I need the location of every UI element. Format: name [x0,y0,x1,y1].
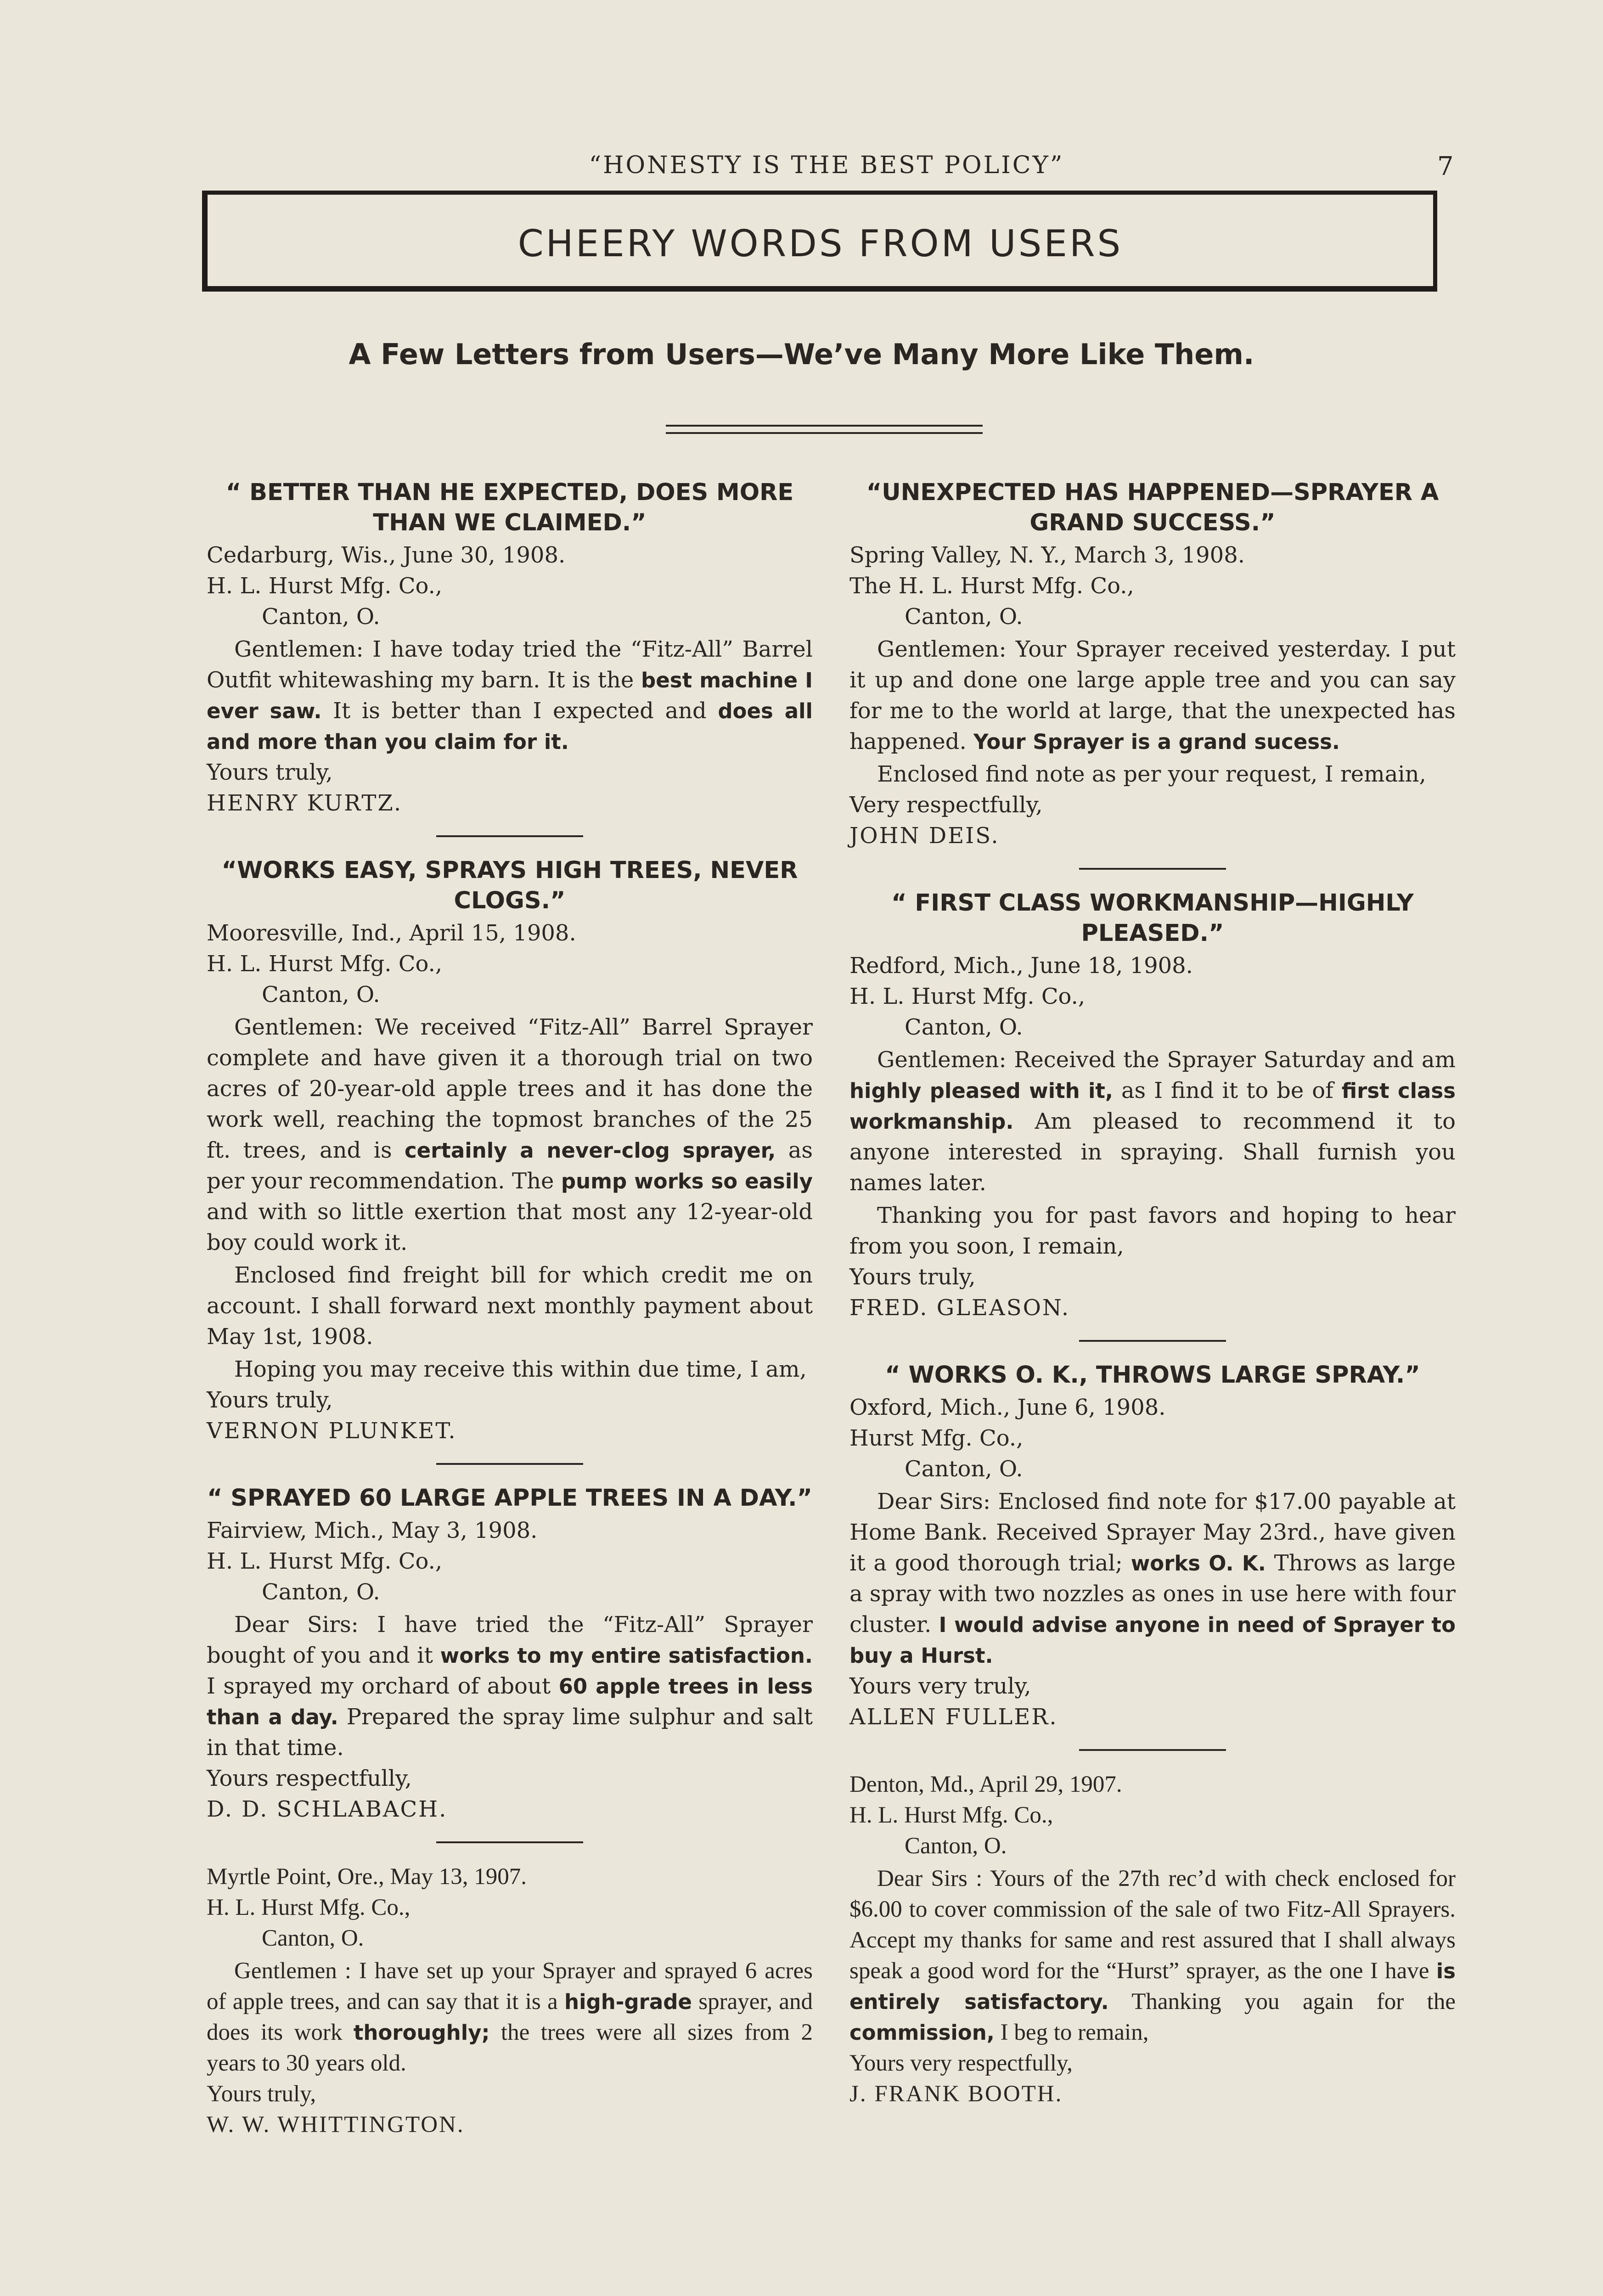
letter-dateline: Fairview, Mich., May 3, 1908. [207,1518,538,1543]
letter-body: Enclosed find note as per your request, I remain, [877,761,1426,787]
letter-closing: Yours respectfully, [207,1766,412,1791]
letter-signature: ALLEN FULLER. [849,1704,1058,1730]
letter-dateline: Cedarburg, Wis., June 30, 1908. [207,542,566,568]
letter-closing: Yours very truly, [849,1673,1031,1699]
letter-dateline: Oxford, Mich., June 6, 1908. [849,1395,1166,1420]
letter-gleason [849,888,1456,1323]
letter-dateline: Spring Valley, N. Y., March 3, 1908. [849,542,1245,568]
letter-body: Dear Sirs: Enclosed find note for $17.00 payable at Home Bank. Received Sprayer May 23rd., have given it a good thorough trial; works O. K. Throws as large a spray with two nozzles as ones in use here with four cluster. I would advise anyone in need of Sprayer to buy a Hurst. [849,1489,1456,1668]
letter-address-line: H. L. Hurst Mfg. Co., [207,573,443,599]
letter-address-city: Canton, O. [262,1925,364,1951]
letter-body: Dear Sirs: I have tried the “Fitz-All” Sprayer bought of you and it works to my entire satisfaction. I sprayed my orchard of about 60 apple trees in less than a day. Prepared the spray lime sulphur and salt in that time. [207,1612,813,1761]
letter-address-city: Canton, O. [905,1456,1023,1482]
letter-closing: Very respectfully, [849,792,1043,818]
letter-separator [1079,1749,1226,1751]
letter-signature: JOHN DEIS. [849,823,1000,849]
letter-address-city: Canton, O. [905,1014,1023,1040]
double-rule-divider [666,425,983,434]
page-title: CHEERY WORDS FROM USERS [517,222,1123,265]
letter-signature: W. W. WHITTINGTON. [207,2112,465,2138]
letter-separator [1079,868,1226,870]
letter-closing: Yours truly, [849,1264,976,1290]
letter-address-city: Canton, O. [905,604,1023,630]
letter-headline: “ WORKS O. K., THROWS LARGE SPRAY.” [885,1362,1420,1389]
letter-address-line: H. L. Hurst Mfg. Co., [207,951,443,977]
page-subtitle: A Few Letters from Users—We’ve Many More Like Them. [349,338,1254,371]
letter-address-line: H. L. Hurst Mfg. Co., [207,1548,443,1574]
letter-signature: FRED. GLEASON. [849,1295,1070,1321]
letter-separator [436,1463,583,1465]
letter-plunket [207,855,813,1446]
letter-signature: D. D. SCHLABACH. [207,1796,448,1822]
letter-closing: Yours very respectfully, [849,2050,1073,2076]
letter-body: Gentlemen: Received the Sprayer Saturday and am highly pleased with it, as I find it to be of first class workmanship. Am pleased to recommend it to anyone interested in spraying. Shall furnish you names later. [849,1047,1456,1196]
letter-address-line: H. L. Hurst Mfg. Co., [849,1802,1053,1828]
letter-address-city: Canton, O. [905,1833,1007,1859]
letter-address-city: Canton, O. [262,604,380,630]
letter-signature: VERNON PLUNKET. [207,1418,457,1444]
title-box [202,191,1437,292]
letter-headline: “UNEXPECTED HAS HAPPENED—SPRAYER A GRAND SUCCESS.” [866,479,1439,536]
letter-address-line: Hurst Mfg. Co., [849,1425,1024,1451]
letter-headline: “ FIRST CLASS WORKMANSHIP—HIGHLY PLEASED.” [891,889,1414,947]
letter-body: Gentlemen: I have today tried the “Fitz-All” Barrel Outfit whitewashing my barn. It is the best machine I ever saw. It is better than I expected and does all and more than you claim for it. [207,636,813,754]
letter-body: Thanking you for past favors and hoping to hear from you soon, I remain, [849,1203,1456,1259]
letter-fuller [849,1360,1456,1733]
letter-dateline: Redford, Mich., June 18, 1908. [849,953,1193,979]
letter-headline: “ SPRAYED 60 LARGE APPLE TREES IN A DAY.” [207,1485,812,1512]
letter-dateline: Myrtle Point, Ore., May 13, 1907. [207,1864,527,1890]
letter-body: Gentlemen: Your Sprayer received yesterday. I put it up and done one large apple tree and you can say for me to the world at large, that the unexpected has happened. Your Sprayer is a grand sucess. [849,636,1456,754]
letter-dateline: Denton, Md., April 29, 1907. [849,1772,1122,1797]
letter-headline: “ BETTER THAN HE EXPECTED, DOES MORE THAN WE CLAIMED.” [225,479,794,536]
letter-kurtz [207,478,813,819]
letter-address-line: The H. L. Hurst Mfg. Co., [849,573,1134,599]
left-column [207,478,813,2140]
letter-dateline: Mooresville, Ind., April 15, 1908. [207,920,576,946]
letter-closing: Yours truly, [207,2081,316,2107]
letter-signature: HENRY KURTZ. [207,790,403,816]
letter-closing: Yours truly, [207,760,333,785]
letter-headline: “WORKS EASY, SPRAYS HIGH TREES, NEVER CLOGS.” [221,857,798,914]
letter-body: Dear Sirs : Yours of the 27th rec’d with check enclosed for $6.00 to cover commission of the sale of two Fitz-All Sprayers. Accept my thanks for same and rest assured that I shall always speak a good word for the “Hurst” sprayer, as the one I have is entirely satisfactory. Thanking you again for the commission, I beg to remain, [849,1866,1456,2045]
letter-separator [436,835,583,837]
letter-body: Enclosed find freight bill for which credit me on account. I shall forward next monthly payment about May 1st, 1908. [207,1262,813,1350]
letter-address-line: H. L. Hurst Mfg. Co., [207,1895,411,1920]
letter-booth [849,1769,1456,2110]
letter-body: Hoping you may receive this within due time, I am, [234,1356,807,1382]
letter-deis [849,478,1456,851]
letter-body: Gentlemen : I have set up your Sprayer and sprayed 6 acres of apple trees, and can say that it is a high-grade sprayer, and does its work thoroughly; the trees were all sizes from 2 years to 30 years old. [207,1958,813,2076]
letter-address-city: Canton, O. [262,1579,380,1605]
letter-closing: Yours truly, [207,1387,333,1413]
letter-separator [436,1841,583,1843]
letter-whittington [207,1862,813,2140]
running-head: “HONESTY IS THE BEST POLICY” [589,152,1064,179]
letter-address-city: Canton, O. [262,982,380,1007]
letter-address-line: H. L. Hurst Mfg. Co., [849,984,1086,1009]
letter-schlabach [207,1483,813,1825]
letter-signature: J. FRANK BOOTH. [849,2081,1063,2107]
letter-body: Gentlemen: We received “Fitz-All” Barrel Sprayer complete and have given it a thorough trial on two acres of 20-year-old apple trees and it has done the work well, reaching the topmost branches of the 25 ft. trees, and is certainly a never-clog sprayer, as per your recommendation. The pump works so easily and with so little exertion that most any 12-year-old boy could work it. [207,1014,813,1255]
right-column [849,478,1456,2110]
letter-separator [1079,1340,1226,1342]
page-number: 7 [1437,152,1454,181]
